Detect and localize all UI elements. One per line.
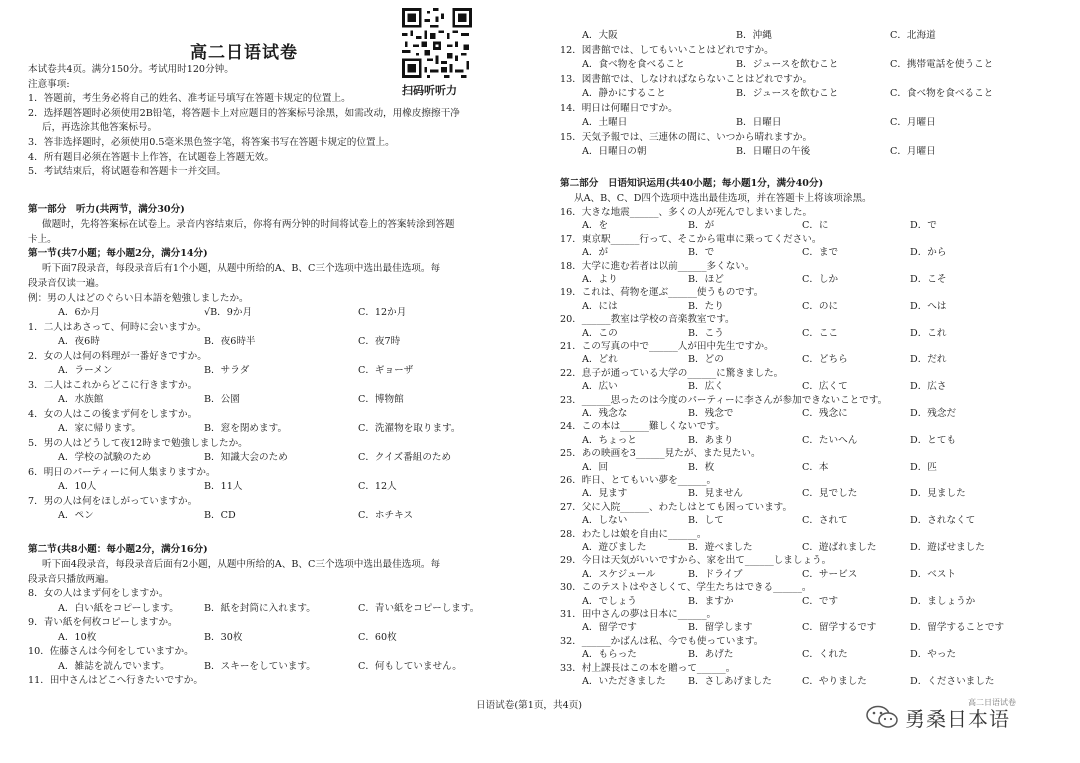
question-stem: 29．今日は天気がいいですから、家を出て______しましょう。 [560, 555, 832, 567]
answer-option-c: C．やりました [802, 676, 867, 687]
question-stem: 9．青い紙を何枚コピーしますか。 [28, 617, 178, 629]
answer-option-d: D．留学することです [910, 622, 1005, 634]
answer-option-a: A．10人 [58, 481, 97, 493]
answer-option-b: B．CD [204, 510, 236, 522]
answer-option-b: B．こう [688, 327, 724, 339]
answer-option-b: B．ジュースを飲むこと [736, 59, 839, 70]
answer-option-b: B．サラダ [204, 365, 250, 377]
answer-option-b: B．ドライブ [688, 568, 743, 580]
answer-option-a: A．ペン [58, 510, 94, 522]
answer-option-d: D．から [910, 247, 947, 259]
answer-option-c: C．に [802, 220, 829, 232]
answer-option-c: C．食べ物を食べること [890, 88, 994, 99]
exam-title: 高二日语试卷 [190, 43, 298, 63]
answer-option-d: D．だれ [910, 354, 947, 366]
instruction-line: 4．所有题目必须在答题卡上作答，在试题卷上答题无效。 [28, 151, 274, 163]
answer-option-c: C．月曜日 [890, 146, 936, 157]
answer-option-a: A．ちょっと [582, 434, 637, 446]
answer-option-a: A．土曜日 [582, 117, 628, 128]
answer-option-b: B．日曜日の午後 [736, 146, 811, 157]
question-stem: 19．これは、荷物を運ぶ______使うものです。 [560, 287, 764, 299]
section-description: 做题时，先将答案标在试卷上。录音内容结束后，你将有两分钟的时间将试卷上的答案转涂到答题 [42, 218, 455, 230]
answer-option-c: C．北海道 [890, 30, 936, 41]
answer-option-c: C．見でした [802, 488, 858, 500]
answer-option-c: C．クイズ番組のため [358, 452, 452, 464]
answer-option-c: C．です [802, 595, 839, 607]
answer-option-b: B．が [688, 220, 715, 232]
answer-option-a: A．夜6時 [58, 336, 100, 348]
answer-option-b: B．11人 [204, 481, 243, 493]
question-stem: 6．明日のパーティーに何人集まりますか。 [28, 466, 216, 478]
question-stem: 23．______思ったのは今度のパーティーに李さんが参加できないことです。 [560, 394, 888, 406]
instruction-line: 3．答非选择题时，必须使用0.5毫米黑色签字笔，将答案书写在答题卡规定的位置上。 [28, 137, 395, 148]
answer-option-d: D．やった [910, 649, 957, 661]
answer-option-a: A．より [582, 274, 618, 285]
answer-option-b: B．ジュースを飲むこと [736, 88, 839, 99]
question-stem: 25．あの映画を3______見たが、また見たい。 [560, 448, 761, 460]
answer-option-a: A．広い [582, 381, 618, 393]
subsection-heading: 第二节(共8小题：每小题2分，满分16分) [28, 544, 208, 555]
instruction-line: 本试卷共4页。满分150分。考试用时120分钟。 [28, 64, 234, 75]
answer-option-c: C．しか [802, 274, 839, 285]
answer-option-c: C．されて [802, 515, 848, 527]
instruction-line: 注意事项: [28, 78, 70, 90]
answer-option-d: D．で [910, 220, 937, 232]
answer-option-d: D．ましょうか [910, 595, 976, 607]
ghost-text: 高二日语试卷 [968, 698, 1016, 707]
page-footer: 日语试卷(第1页，共4页) [476, 700, 583, 711]
answer-option-b: B．スキーをしています。 [204, 660, 316, 672]
answer-option-d: D．ベスト [910, 568, 957, 580]
instruction-line: 2．选择题答题时必须使用2B铅笔，将答题卡上对应题目的答案标号涂黑，如需改动，用橡皮擦擦干净 [28, 107, 460, 119]
answer-option-c: C．残念に [802, 408, 848, 419]
answer-option-d: D．残念だ [910, 408, 957, 419]
answer-option-a: A．が [582, 247, 609, 259]
answer-option-b: B．夜6時半 [204, 336, 256, 348]
instruction-line: 后，再选涂其他答案标号。 [42, 122, 158, 134]
section-description: 段录音只播放两遍。 [28, 573, 115, 585]
question-stem: 3．二人はこれからどこに行きますか。 [28, 379, 198, 391]
question-stem: 33．村上課長はこの本を贈って______。 [560, 662, 736, 674]
answer-option-b: B．どの [688, 354, 724, 366]
answer-option-a: A．食べ物を食べること [582, 59, 685, 70]
instruction-line: 5．考试结束后，将试题卷和答题卡一并交回。 [28, 166, 226, 178]
answer-option-a: A．水族館 [58, 394, 104, 406]
answer-option-a: A．回 [582, 461, 609, 473]
question-stem: 31．田中さんの夢は日本に______。 [560, 609, 717, 620]
answer-option-b: B．広く [688, 381, 724, 393]
answer-option-a: A．には [582, 300, 618, 312]
question-stem: 28．わたしは娘を自由に______。 [560, 528, 707, 540]
answer-option-b: B．沖縄 [736, 30, 772, 41]
answer-option-d: D．へは [910, 300, 947, 312]
answer-option-c: C．どちら [802, 354, 848, 366]
answer-option-a: A．見ます [582, 488, 628, 500]
answer-option-b: B．残念で [688, 408, 734, 419]
answer-option-c: C．ここ [802, 327, 839, 339]
question-stem: 8．女の人はまず何をしますか。 [28, 588, 169, 600]
answer-option-b: B．公園 [204, 394, 240, 406]
question-stem: 22．息子が通っている大学の______に驚きました。 [560, 367, 784, 379]
answer-option-c: C．サービス [802, 568, 858, 580]
answer-option-b: B．留学します [688, 622, 753, 634]
answer-option-d: D．これ [910, 327, 947, 339]
answer-option-c: C．広くて [802, 381, 848, 393]
answer-option-c: C．60枚 [358, 631, 397, 643]
answer-option-c: C．本 [802, 461, 829, 473]
answer-option-c: C．12人 [358, 481, 397, 493]
answer-option-a: A．日曜日の朝 [582, 146, 647, 157]
answer-option-a: A．家に帰ります。 [58, 423, 141, 435]
answer-option-b: B．ますか [688, 595, 734, 607]
answer-option-b: B．たり [688, 300, 724, 312]
answer-option-b: B．紙を封筒に入れます。 [204, 602, 316, 614]
subsection-heading: 第一节(共7小题；每小题2分，满分14分) [28, 248, 208, 260]
question-stem: 5．男の人はどうして夜12時まで勉強しましたか。 [28, 437, 248, 449]
answer-option-b: B．見ません [688, 488, 744, 500]
question-stem: 32．______かばんは私、今でも使っています。 [560, 635, 764, 647]
question-stem: 例：男の人はどのぐらい日本語を勉強しましたか。 [28, 292, 249, 304]
question-stem: 1．二人はあさって、何時に会いますか。 [28, 321, 207, 333]
answer-option-b: B．知識大会のため [204, 452, 288, 464]
question-stem: 27．父に入院______、わたしはとても困っています。 [560, 501, 793, 513]
answer-option-a: A．どれ [582, 354, 618, 366]
section-heading: 第一部分 听力(共两节，满分30分) [28, 204, 185, 215]
question-stem: 20．______教室は学校の音楽教室です。 [560, 314, 735, 326]
answer-option-d: D．されなくて [910, 515, 976, 527]
answer-option-a: A．白い紙をコピーします。 [58, 602, 179, 614]
question-stem: 2．女の人は何の料理が一番好きですか。 [28, 350, 207, 362]
answer-option-a: A．大阪 [582, 30, 618, 41]
brand-name: 勇桑日本语 [905, 706, 1010, 731]
answer-option-b: B．遊べました [688, 542, 753, 553]
question-stem: 10．佐藤さんは今何をしていますか。 [28, 646, 194, 658]
answer-option-c: C．のに [802, 300, 839, 312]
answer-option-c: C．青い紙をコピーします。 [358, 602, 480, 614]
section-description: 从A、B、C、D四个选项中选出最佳选项，并在答题卡上将该项涂黑。 [574, 192, 872, 204]
answer-option-c: C．博物館 [358, 394, 404, 406]
answer-option-c: C．洗濯物を取ります。 [358, 423, 461, 435]
wechat-icon [865, 705, 899, 729]
answer-option-c: C．携帯電話を使うこと [890, 59, 994, 70]
instruction-line: 1．答题前，考生务必将自己的姓名、准考证号填写在答题卡规定的位置上。 [28, 93, 351, 105]
question-stem: 13．図書館では、しなければならないことはどれですか。 [560, 73, 813, 85]
answer-option-b: B．日曜日 [736, 117, 782, 128]
question-stem: 14．明日は何曜日ですか。 [560, 102, 678, 114]
answer-option-c: C．何もしていません。 [358, 660, 462, 672]
question-stem: 26．昨日、とてもいい夢を______。 [560, 475, 717, 486]
answer-option-c: C．ギョーザ [358, 365, 414, 377]
qr-code-icon[interactable] [402, 8, 472, 78]
answer-option-a: A．スケジュール [582, 568, 656, 580]
question-stem: 17．東京駅______行って、そこから電車に乗ってください。 [560, 233, 822, 245]
section-description: 听下面4段录音，每段录音后面有2小题，从题中所给的A、B、C三个选项中选出最佳选项。每 [42, 558, 441, 570]
answer-option-c: C．月曜日 [890, 117, 936, 128]
question-stem: 7．男の人は何をほしがっていますか。 [28, 495, 198, 507]
answer-option-d: D．見ました [910, 488, 966, 500]
question-stem: 4．女の人はこの後まず何をしますか。 [28, 408, 198, 420]
question-stem: 11．田中さんはどこへ行きたいですか。 [28, 675, 203, 687]
answer-option-a: A．6か月 [58, 307, 100, 319]
question-stem: 18．大学に進む若者は以前______多くない。 [560, 260, 755, 272]
answer-option-d: D．遊ばせました [910, 542, 985, 553]
answer-option-c: C．ホチキス [358, 510, 414, 522]
question-stem: 16．大きな地震______、多くの人が死んでしまいました。 [560, 207, 813, 218]
answer-option-c: C．12か月 [358, 307, 407, 319]
answer-option-a: A．この [582, 327, 618, 339]
question-stem: 15．天気予報では、三連休の間に、いつから晴れますか。 [560, 131, 813, 143]
qr-caption: 扫码听听力 [402, 84, 457, 97]
answer-option-d: D．匹 [910, 461, 937, 473]
answer-option-b: B．で [688, 247, 715, 259]
answer-option-c: C．留学するです [802, 622, 877, 634]
question-stem: 24．この本は______難しくないです。 [560, 421, 725, 433]
answer-option-a: A．遊びました [582, 542, 647, 553]
section-description: 听下面7段录音，每段录音后有1个小题，从题中所给的A、B、C三个选项中选出最佳选项。每 [42, 263, 441, 275]
answer-option-a: A．雑誌を読んでいます。 [58, 660, 170, 672]
question-stem: 21．この写真の中で______人が田中先生ですか。 [560, 341, 774, 352]
answer-option-b: B．して [688, 515, 724, 527]
section-heading: 第二部分 日语知识运用(共40小题；每小题1分，满分40分) [560, 178, 824, 189]
answer-option-a: A．学校の試験のため [58, 452, 152, 464]
answer-option-d: D．広さ [910, 381, 947, 393]
answer-option-b: B．30枚 [204, 631, 243, 643]
answer-option-d: D．とても [910, 434, 957, 446]
answer-option-a: A．ラーメン [58, 365, 113, 377]
answer-option-a: A．しない [582, 515, 628, 527]
answer-option-a: A．を [582, 220, 609, 232]
answer-option-a: A．でしょう [582, 595, 637, 607]
answer-option-a: A．10枚 [58, 631, 97, 643]
brand-watermark [865, 702, 1010, 732]
answer-option-b: B．ほど [688, 274, 724, 285]
answer-option-c: C．くれた [802, 649, 848, 661]
answer-option-a: A．いただきました [582, 676, 666, 687]
answer-option-b: √B．9か月 [204, 307, 253, 319]
answer-option-c: C．たいへん [802, 434, 858, 446]
answer-option-b: B．窓を閉めます。 [204, 423, 288, 435]
answer-option-d: D．こそ [910, 274, 947, 285]
answer-option-a: A．残念な [582, 408, 628, 419]
answer-option-a: A．静かにすること [582, 88, 666, 99]
answer-option-b: B．さしあげました [688, 676, 772, 687]
answer-option-b: B．枚 [688, 461, 715, 473]
question-stem: 30．このテストはやさしくて、学生たちはできる______。 [560, 582, 812, 594]
answer-option-b: B．あまり [688, 434, 734, 446]
section-description: 卡上。 [28, 233, 57, 245]
answer-option-c: C．まで [802, 247, 839, 259]
section-description: 段录音仅读一遍。 [28, 278, 105, 289]
answer-option-c: C．遊ばれました [802, 542, 877, 553]
answer-option-a: A．留学です [582, 622, 637, 634]
answer-option-d: D．くださいました [910, 676, 995, 687]
answer-option-b: B．あげた [688, 649, 734, 661]
answer-option-a: A．もらった [582, 649, 637, 661]
answer-option-c: C．夜7時 [358, 336, 401, 348]
question-stem: 12．図書館では、してもいいことはどれですか。 [560, 44, 774, 56]
